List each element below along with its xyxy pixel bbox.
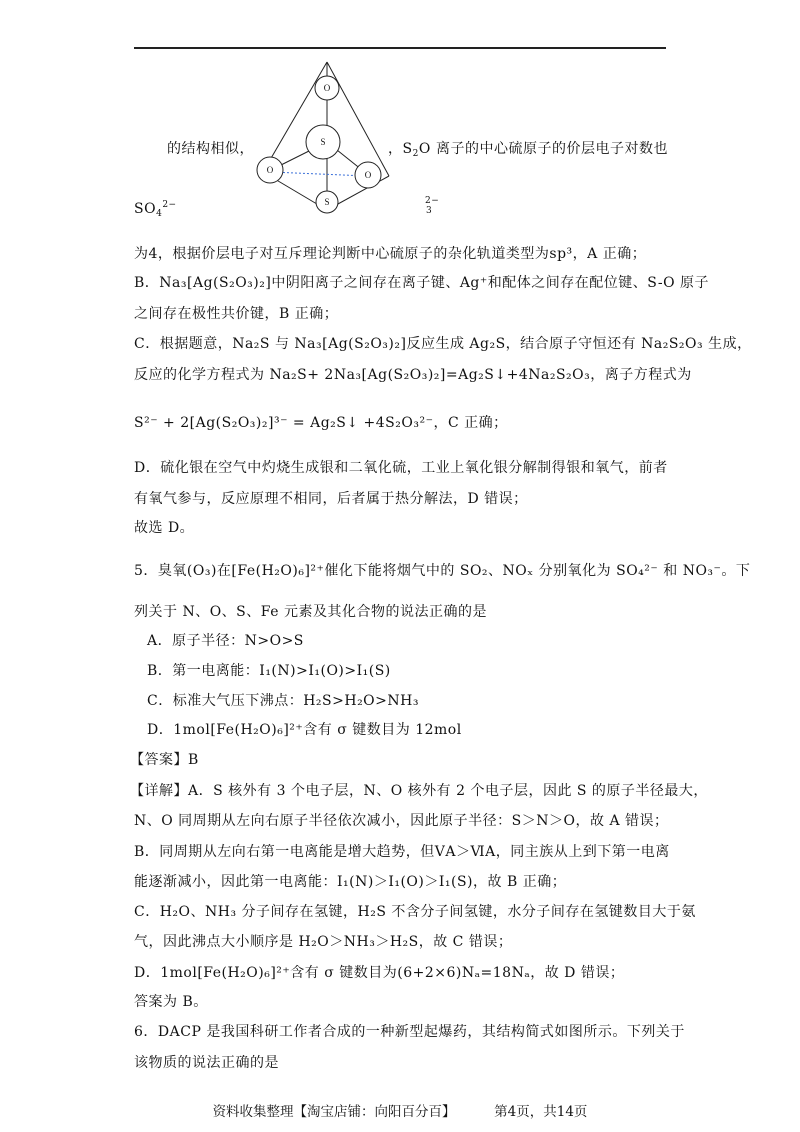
- answer-label: 【答案】B: [130, 752, 199, 768]
- question-5-stem-2: 列关于 N、O、S、Fe 元素及其化合物的说法正确的是: [134, 604, 487, 620]
- question-6-stem-2: 该物质的说法正确的是: [134, 1055, 279, 1071]
- text-line-3: B．Na₃[Ag(S₂O₃)₂]中阴阳离子之间存在离子键、Ag⁺和配体之间存在配位键、S-O 原子: [134, 275, 710, 291]
- atom-o-top: O: [323, 83, 331, 93]
- text-line-5: C．根据题意，Na₂S 与 Na₃[Ag(S₂O₃)₂]反应生成 Ag₂S，结合原子守恒还有 Na₂S₂O₃ 生成，: [134, 336, 752, 352]
- text-line-9: 有氧气参与，反应原理不相同，后者属于热分解法，D 错误；: [134, 491, 528, 507]
- text-line-8: D．硫化银在空气中灼烧生成银和二氧化硫，工业上氧化银分解制得银和氧气，前者: [134, 460, 668, 476]
- explanation-1: 【详解】A．S 核外有 3 个电子层，N、O 核外有 2 个电子层，因此 S 的原子半径最大，: [130, 783, 708, 799]
- explanation-5: C．H₂O、NH₃ 分子间存在氢键，H₂S 不含分子间氢键，水分子间存在氢键数目大于氨: [134, 904, 696, 920]
- header-rule: [134, 47, 666, 49]
- explanation-4: 能逐渐减小，因此第一电离能：I₁(N)＞I₁(O)＞I₁(S)，故 B 正确；: [134, 874, 567, 890]
- atom-o-left: O: [266, 165, 274, 175]
- text-line-10: 故选 D。: [134, 520, 195, 536]
- footer-source: 资料收集整理【淘宝店铺：向阳百分百】: [212, 1104, 456, 1120]
- footer-page-number: 第4页，共14页: [494, 1104, 588, 1120]
- option-d: D．1mol[Fe(H₂O)₆]²⁺含有 σ 键数目为 12mol: [147, 722, 462, 738]
- option-b: B．第一电离能：I₁(N)>I₁(O)>I₁(S): [147, 663, 391, 679]
- so4-formula: $SO_4^{2-}$: [134, 200, 177, 219]
- text-line-6: 反应的化学方程式为 Na₂S+ 2Na₃[Ag(S₂O₃)₂]=Ag₂S↓+4Na₂S₂O₃，离子方程式为: [134, 367, 692, 383]
- option-c: C．标准大气压下沸点：H₂S>H₂O>NH₃: [147, 693, 419, 709]
- charge-top: 2−: [425, 196, 440, 206]
- explanation-3: B．同周期从左向右第一电离能是增大趋势，但ⅤA＞ⅥA，同主族从上到下第一电离: [134, 844, 670, 860]
- tetrahedron-structure-figure: [255, 60, 395, 220]
- ionic-equation: S²⁻ + 2[Ag(S₂O₃)₂]³⁻ = Ag₂S↓ +4S₂O₃²⁻，C 正确；: [134, 415, 508, 431]
- text-line-4: 之间存在极性共价键，B 正确；: [134, 306, 339, 322]
- page-footer: [0, 1100, 800, 1120]
- text-line-1d: 离子的中心硫原子的价层电子对数也: [436, 141, 668, 157]
- text-line-1b: ，$S_2O$: [388, 141, 431, 159]
- question-5-stem: 5．臭氧(O₃)在[Fe(H₂O)₆]²⁺催化下能将烟气中的 SO₂、NOₓ 分别氧化为 SO₄²⁻ 和 NO₃⁻。下: [134, 563, 751, 579]
- answer-summary: 答案为 B。: [134, 994, 208, 1010]
- text-line-1a: 的结构相似，: [167, 141, 254, 157]
- explanation-7: D．1mol[Fe(H₂O)₆]²⁺含有 σ 键数目为(6+2×6)Nₐ=18Nₐ，故 D 错误；: [134, 965, 625, 981]
- atom-s-center: S: [320, 137, 326, 147]
- explanation-2: N、O 同周期从左向右原子半径依次减小，因此原子半径：S＞N＞O，故 A 错误；: [134, 813, 669, 829]
- atom-s-bottom: S: [324, 197, 330, 207]
- option-a: A．原子半径：N>O>S: [147, 633, 304, 649]
- text-line-2: 为4，根据价层电子对互斥理论判断中心硫原子的杂化轨道类型为sp³，A 正确；: [134, 246, 647, 262]
- explanation-6: 气，因此沸点大小顺序是 H₂O＞NH₃＞H₂S，故 C 错误；: [134, 934, 513, 950]
- question-6-stem: 6．DACP 是我国科研工作者合成的一种新型起爆药，其结构简式如图所示。下列关于: [134, 1024, 685, 1040]
- atom-o-right: O: [364, 170, 372, 180]
- charge-bottom: 3: [426, 206, 433, 216]
